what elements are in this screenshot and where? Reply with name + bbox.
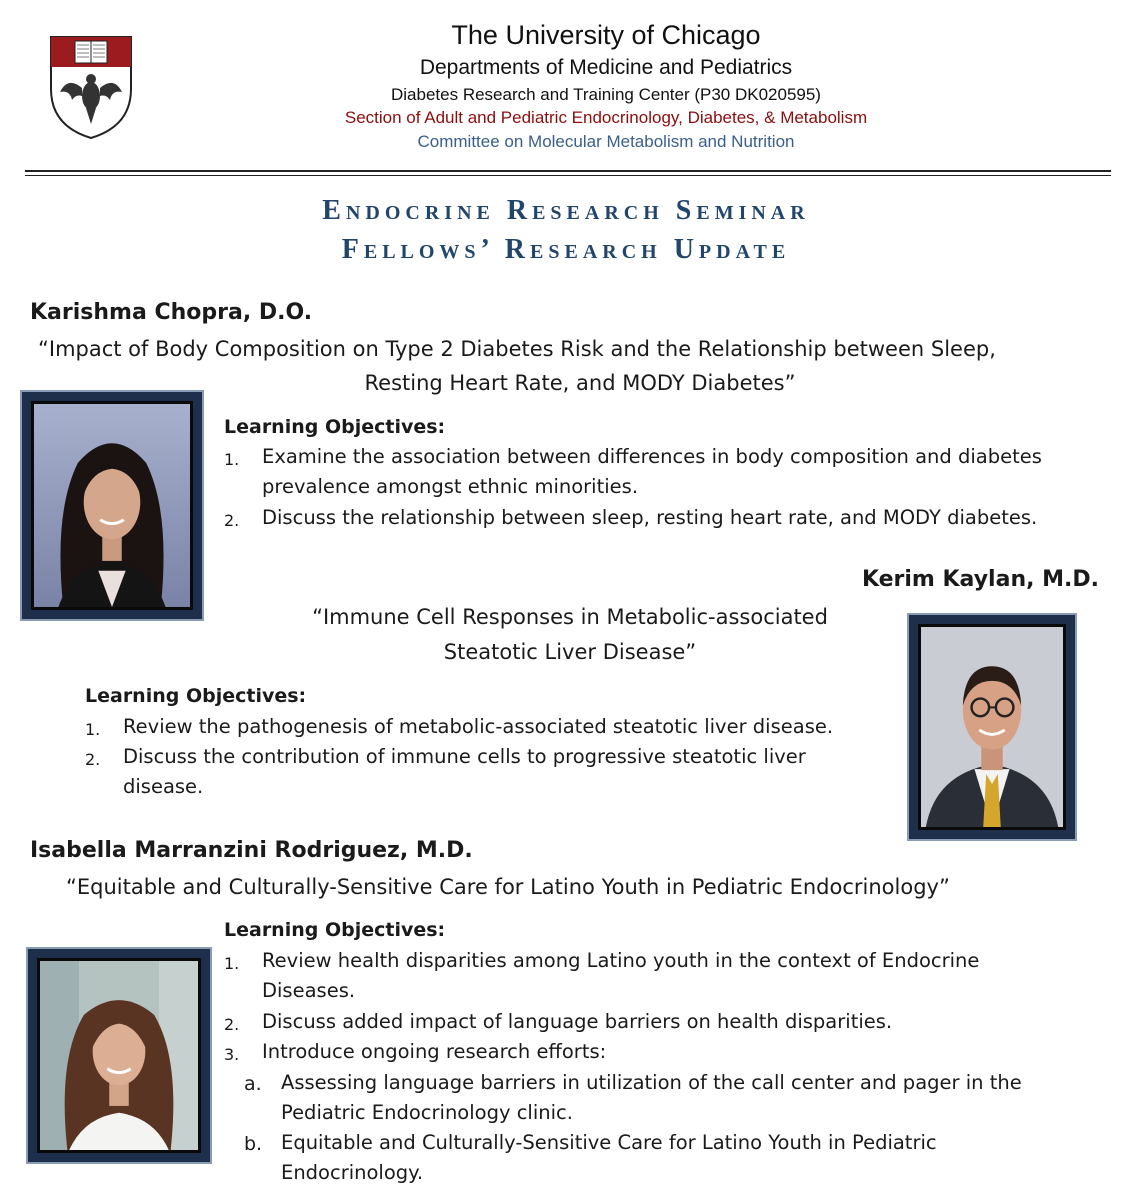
objective-number: 2. <box>224 1015 240 1034</box>
header-divider-thin <box>25 175 1111 176</box>
speaker-2-objective-1 <box>85 712 895 742</box>
speaker-1-objective-2 <box>224 503 1114 533</box>
objective-number: 1. <box>224 450 240 469</box>
speaker-3-objective-3 <box>224 1037 1114 1067</box>
speaker-2-photo-frame <box>907 613 1077 841</box>
speaker-1-talk-title-line2: Resting Heart Rate, and MODY Diabetes” <box>364 371 796 395</box>
speaker-2-talk-title-line2: Steatotic Liver Disease” <box>443 640 697 664</box>
speaker-1-photo <box>31 401 193 610</box>
speaker-2-talk-title-line1: “Immune Cell Responses in Metabolic-associated <box>312 605 828 629</box>
objective-number: 1. <box>85 720 101 739</box>
speaker-1-photo-frame <box>20 390 204 621</box>
speaker-2-name: Kerim Kaylan, M.D. <box>861 567 1099 592</box>
center-line: Diabetes Research and Training Center (P30 DK020595) <box>391 85 821 104</box>
committee-line: Committee on Molecular Metabolism and Nutrition <box>417 132 795 151</box>
section-line: Section of Adult and Pediatric Endocrinology, Diabetes, & Metabolism <box>344 108 868 127</box>
objective-number: 1. <box>224 954 240 973</box>
speaker-3-objective-2 <box>224 1007 1114 1037</box>
speaker-3-photo-frame <box>26 947 212 1164</box>
objective-text-line1: Examine the association between differences in body composition and diabetes <box>262 445 1042 468</box>
objective-text-line2: prevalence amongst ethnic minorities. <box>262 475 639 498</box>
objective-text-line1: Discuss the relationship between sleep, resting heart rate, and MODY diabetes. <box>262 506 1038 529</box>
speaker-2-objectives-label: Learning Objectives: <box>85 685 307 707</box>
objective-text-line1: Discuss added impact of language barriers on health disparities. <box>262 1010 893 1033</box>
speaker-2-photo <box>918 624 1066 830</box>
objective-text-line2: disease. <box>123 775 204 798</box>
seminar-title: Endocrine Research Seminar <box>322 195 810 226</box>
seminar-subtitle: Fellows’ Research Update <box>341 234 791 265</box>
departments-line: Departments of Medicine and Pediatrics <box>419 56 793 79</box>
header-divider-thick <box>25 170 1111 172</box>
speaker-2-objective-2 <box>85 742 895 802</box>
speaker-1-name: Karishma Chopra, D.O. <box>30 300 313 325</box>
objective-text-line1: Review the pathogenesis of metabolic-associated steatotic liver disease. <box>123 715 834 738</box>
speaker-3-sub-objective-b <box>244 1128 1114 1188</box>
objective-text-line1: Review health disparities among Latino youth in the context of Endocrine <box>262 949 980 972</box>
sub-objective-letter: b. <box>244 1133 263 1155</box>
objective-number: 3. <box>224 1045 240 1064</box>
sub-objective-letter: a. <box>244 1073 262 1095</box>
university-name: The University of Chicago <box>451 20 761 50</box>
objective-text-line2: Diseases. <box>262 979 356 1002</box>
sub-objective-text-line1: Assessing language barriers in utilization of the call center and pager in the <box>281 1071 1022 1094</box>
speaker-3-name: Isabella Marranzini Rodriguez, M.D. <box>30 838 473 863</box>
objective-number: 2. <box>85 750 101 769</box>
speaker-1-talk-title-line1: “Impact of Body Composition on Type 2 Diabetes Risk and the Relationship between Sleep, <box>38 337 996 361</box>
speaker-3-talk-title: “Equitable and Culturally-Sensitive Care for Latino Youth in Pediatric Endocrinology” <box>66 875 950 899</box>
speaker-3-sub-objective-a <box>244 1068 1114 1128</box>
objective-text-line1: Introduce ongoing research efforts: <box>262 1040 607 1063</box>
sub-objective-text-line2: Pediatric Endocrinology clinic. <box>281 1101 573 1124</box>
university-crest-logo <box>48 34 134 140</box>
sub-objective-text-line2: Endocrinology. <box>281 1161 424 1184</box>
speaker-1-objective-1 <box>224 442 1114 502</box>
objective-number: 2. <box>224 511 240 530</box>
sub-objective-text-line1: Equitable and Culturally-Sensitive Care for Latino Youth in Pediatric <box>281 1131 937 1154</box>
speaker-3-photo <box>37 958 201 1153</box>
speaker-1-objectives-label: Learning Objectives: <box>224 416 446 438</box>
speaker-3-objectives-label: Learning Objectives: <box>224 919 446 941</box>
speaker-3-objective-1 <box>224 946 1114 1006</box>
objective-text-line1: Discuss the contribution of immune cells to progressive steatotic liver <box>123 745 806 768</box>
